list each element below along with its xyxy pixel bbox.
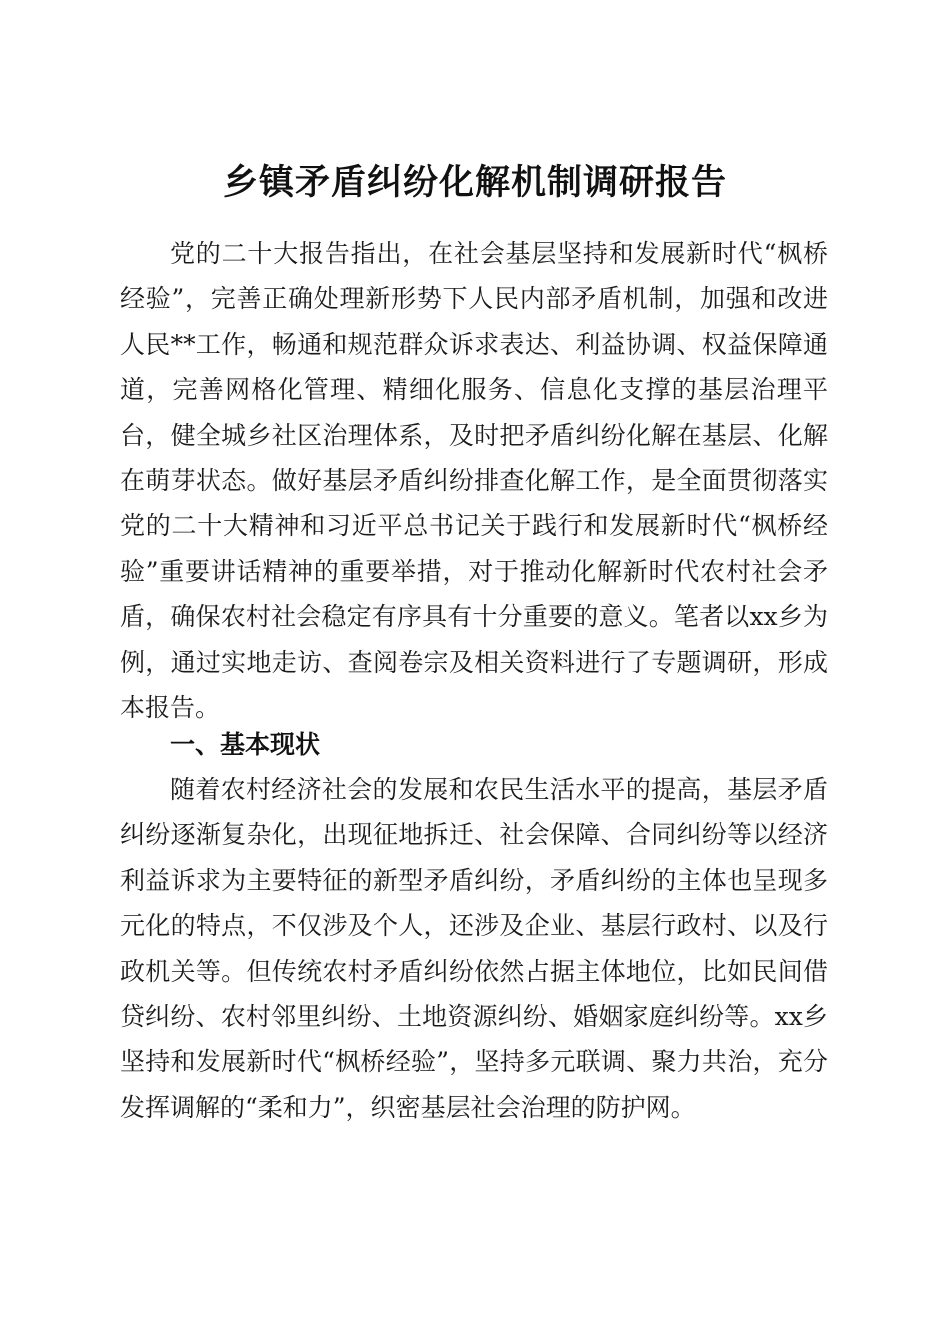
document-title: 乡镇矛盾纠纷化解机制调研报告	[222, 163, 727, 204]
section-paragraph-basic-status: 随着农村经济社会的发展和农民生活水平的提高，基层矛盾纠纷逐渐复杂化，出现征地拆迁、社会保障、合同纠纷等以经济利益诉求为主要特征的新型矛盾纠纷，矛盾纠纷的主体也呈现多元化的特点，不仅涉及个人，还涉及企业、基层行政村、以及行政机关等。但传统农村矛盾纠纷依然占据主体地位，比如民间借贷纠纷、农村邻里纠纷、土地资源纠纷、婚姻家庭纠纷等。xx乡坚持和发展新时代“枫桥经验”，坚持多元联调、聚力共治，充分发挥调解的“柔和力”，织密基层社会治理的防护网。	[120, 775, 828, 1122]
intro-paragraph: 党的二十大报告指出，在社会基层坚持和发展新时代“枫桥经验”，完善正确处理新形势下人民内部矛盾机制，加强和改进人民**工作，畅通和规范群众诉求表达、利益协调、权益保障通道，完善网格化管理、精细化服务、信息化支撑的基层治理平台，健全城乡社区治理体系，及时把矛盾纠纷化解在基层、化解在萌芽状态。做好基层矛盾纠纷排查化解工作，是全面贯彻落实党的二十大精神和习近平总书记关于践行和发展新时代“枫桥经验”重要讲话精神的重要举措，对于推动化解新时代农村社会矛盾，确保农村社会稳定有序具有十分重要的意义。笔者以xx乡为例，通过实地走访、查阅卷宗及相关资料进行了专题调研，形成本报告。	[120, 239, 828, 723]
section-heading-basic-status: 一、基本现状	[170, 730, 321, 759]
